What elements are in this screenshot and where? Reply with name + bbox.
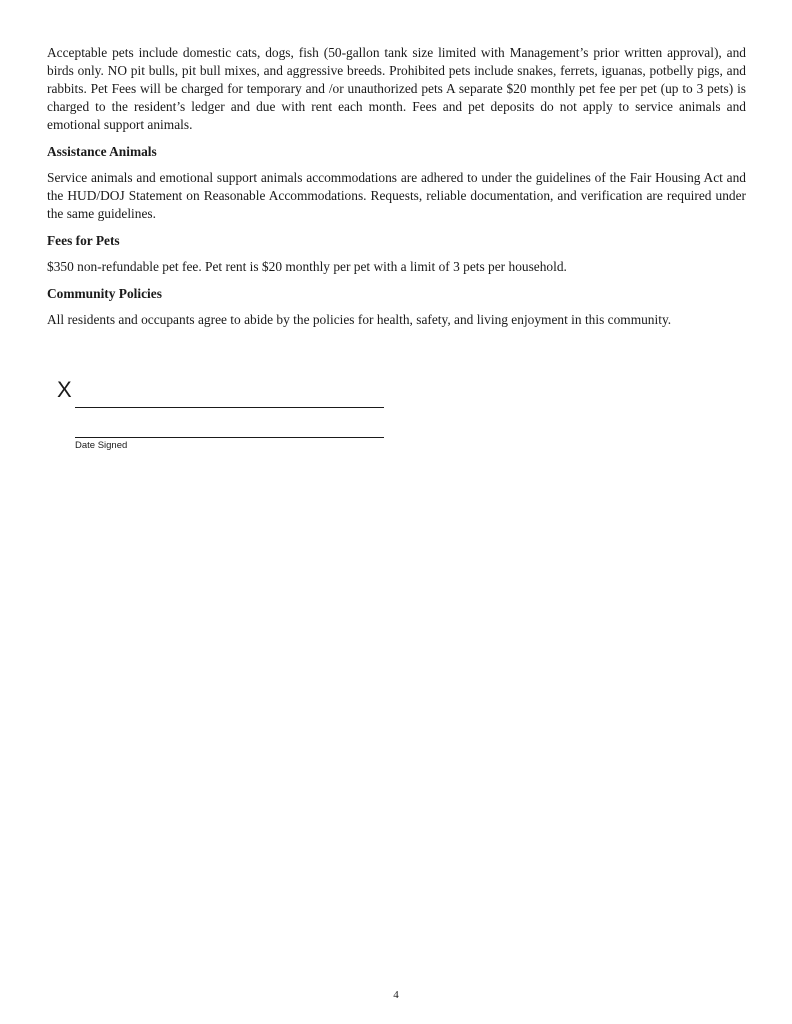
signature-line[interactable]	[75, 407, 384, 408]
page-number: 4	[393, 989, 399, 1001]
signature-x-mark: X	[57, 377, 72, 402]
pets-policy-paragraph: Acceptable pets include domestic cats, dogs, fish (50-gallon tank size limited with Management’s prior written approval), and birds only. NO pit bulls, pit bull mixes, and aggressive breeds. Prohibited pets include snakes, ferrets, iguanas, potbelly pigs, and rabbits. Pet Fees will be charged for temporary and /or unauthorized pets A separate $20 monthly pet fee per pet (up to 3 pets) is charged to the resident’s ledger and due with rent each month. Fees and pet deposits do not apply to service animals and emotional support animals.	[47, 45, 746, 132]
section-heading: Assistance Animals	[47, 144, 157, 159]
document-body	[47, 44, 746, 329]
section-heading: Community Policies	[47, 286, 162, 301]
section-fees-for-pets	[47, 232, 746, 276]
date-signed-label: Date Signed	[75, 440, 128, 451]
section-body: $350 non-refundable pet fee. Pet rent is $20 monthly per pet with a limit of 3 pets per household.	[47, 259, 567, 274]
section-assistance-animals	[47, 143, 746, 223]
section-community-policies	[47, 285, 746, 329]
section-body: All residents and occupants agree to abide by the policies for health, safety, and living enjoyment in this community.	[47, 312, 672, 327]
section-heading: Fees for Pets	[47, 233, 120, 248]
section-body: Service animals and emotional support animals accommodations are adhered to under the guidelines of the Fair Housing Act and the HUD/DOJ Statement on Reasonable Accommodations. Requests, reliable documentation, and verification are required under the same guidelines.	[47, 170, 746, 221]
date-signed-line[interactable]	[75, 437, 384, 438]
